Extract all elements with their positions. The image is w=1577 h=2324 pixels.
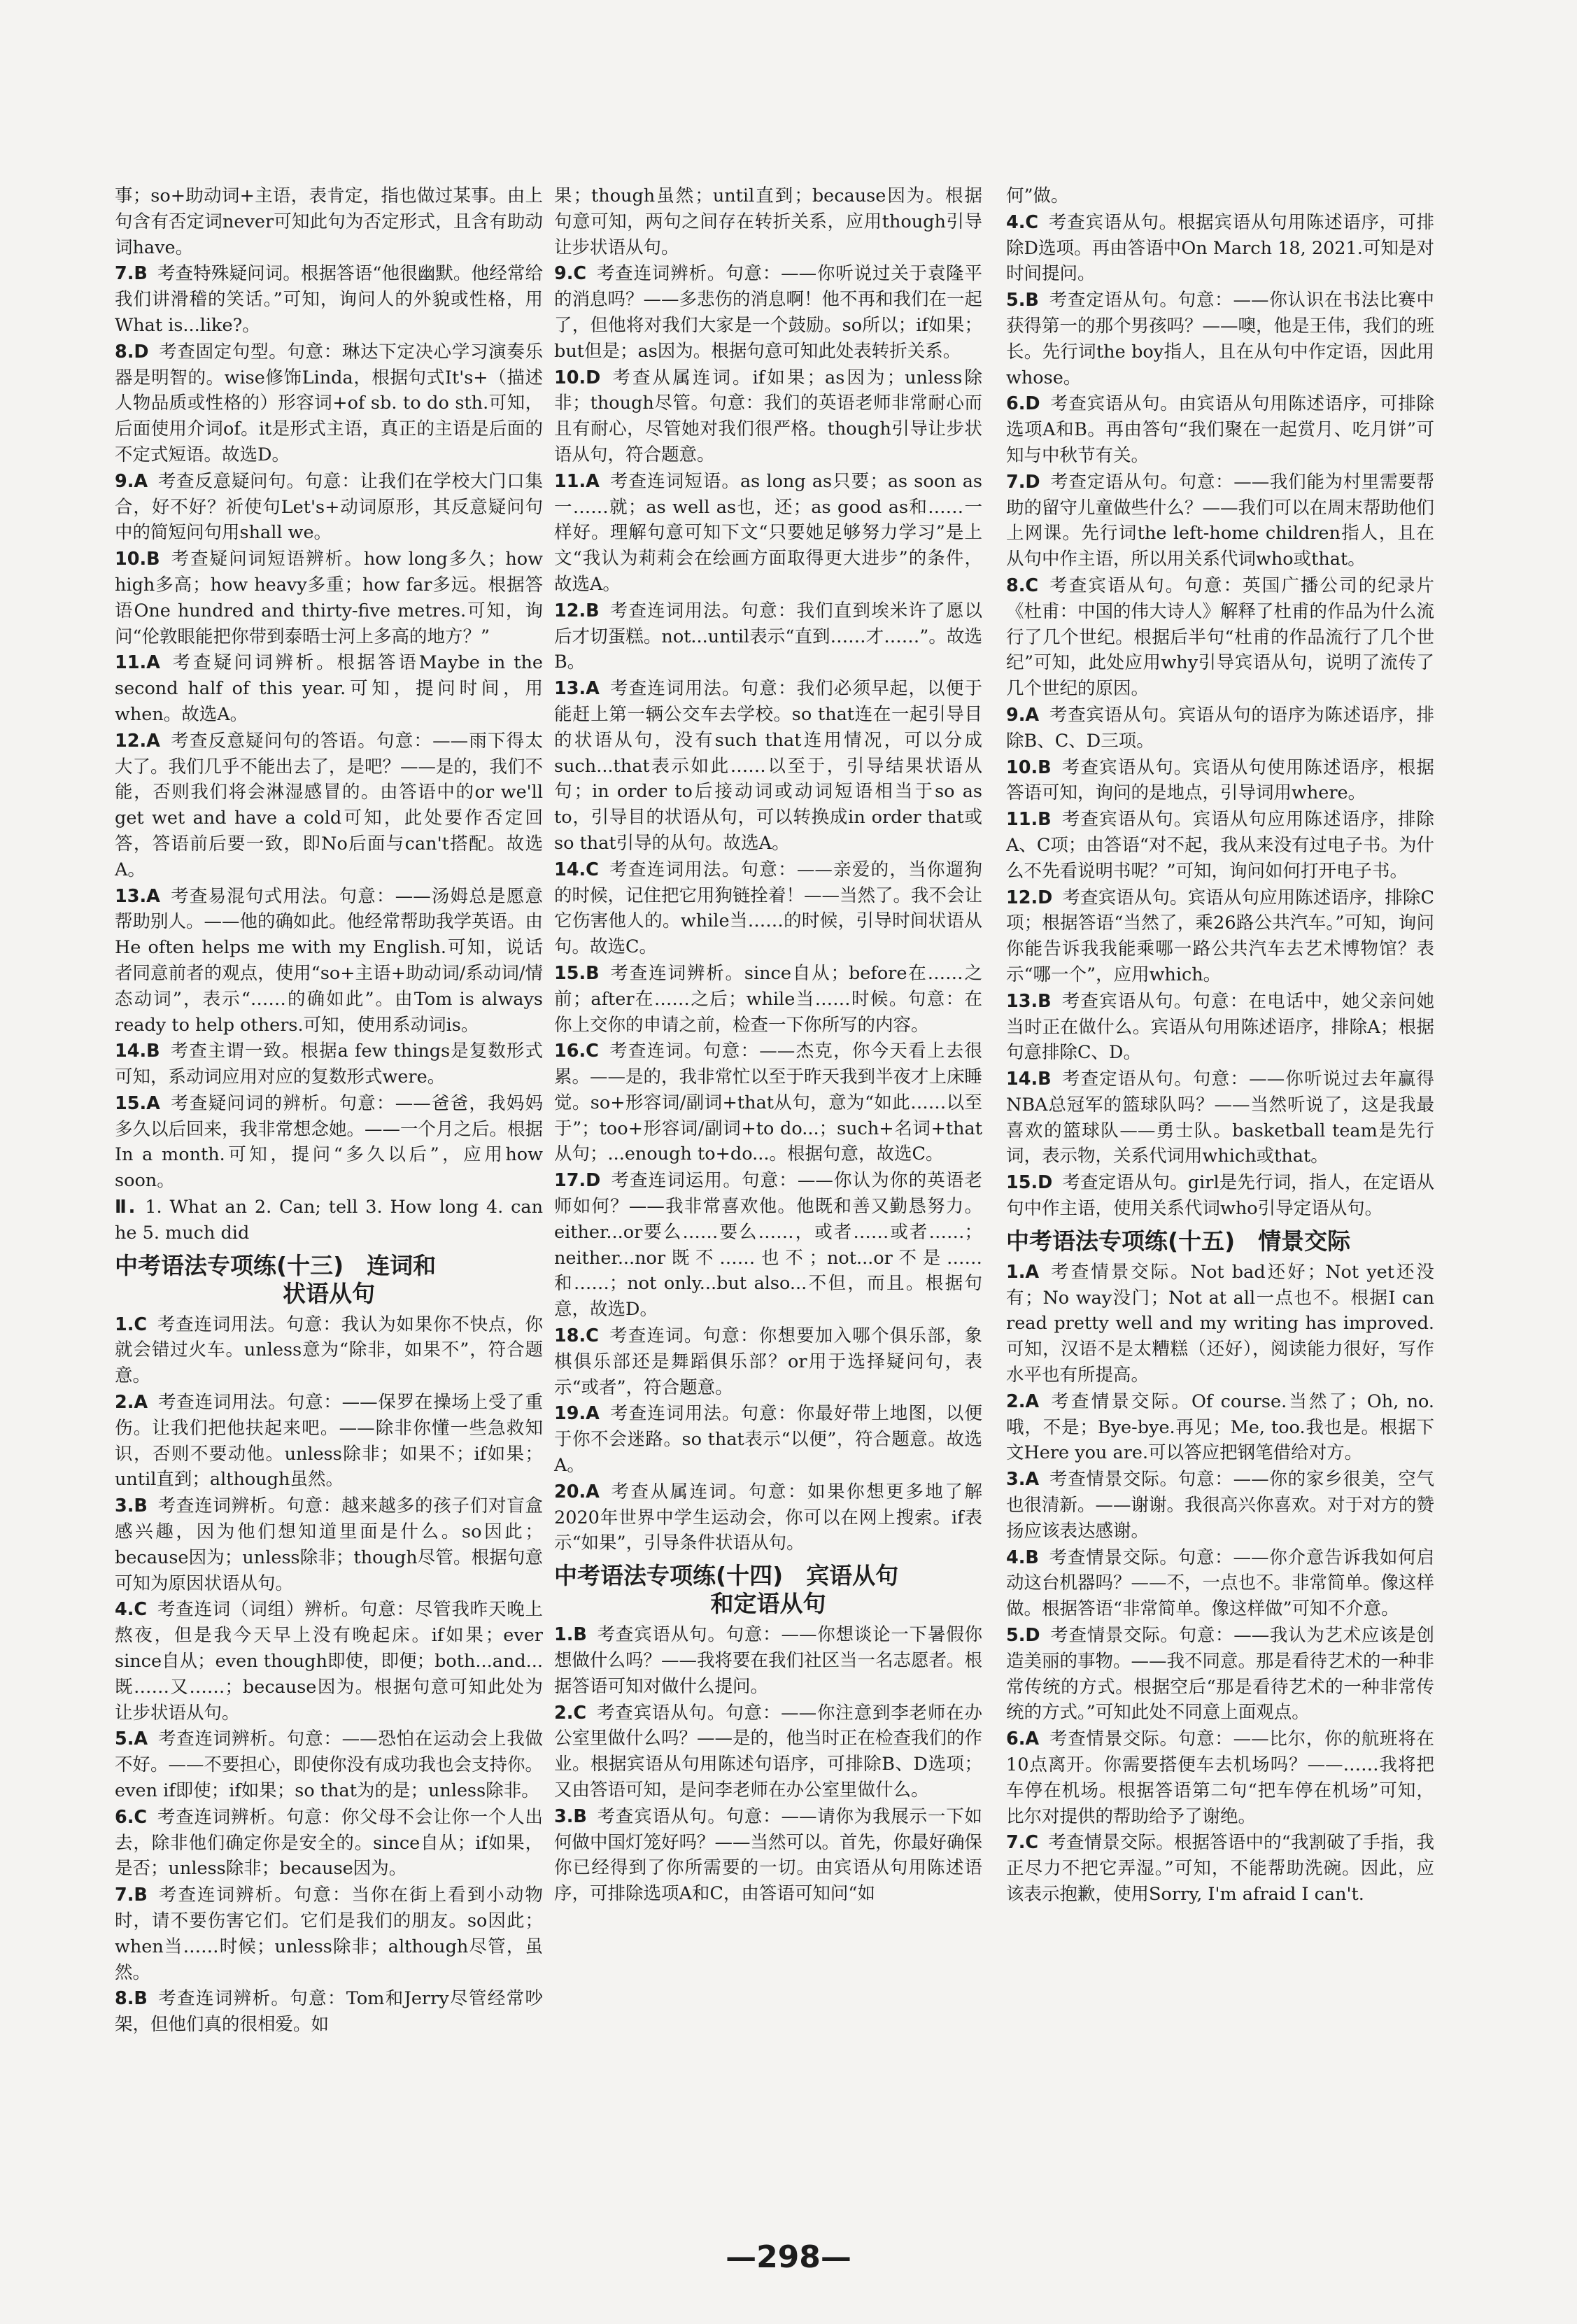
answer-explanation: 考查情景交际。句意：——你介意告诉我如何启动这台机器吗？——不，一点也不。非常简单。像这样做。根据答语“非常简单。像这样做”可知不介意。	[1006, 1547, 1435, 1620]
section-heading-line2: 状语从句	[283, 1279, 375, 1307]
answer-number: 19.A	[554, 1403, 600, 1425]
answer-number: 3.B	[554, 1805, 587, 1827]
answer-item	[115, 1390, 543, 1493]
section-heading	[1006, 1227, 1434, 1255]
answer-item	[1006, 1260, 1434, 1388]
answer-item	[1006, 1726, 1434, 1829]
answer-item	[115, 1882, 543, 1985]
answer-explanation: 考查连词辨析。句意：越来越多的孩子们对盲盒感兴趣，因为他们想知道里面是什么。so因此；because因为；unless除非；though尽管。根据句意可知为原因状语从句。	[115, 1495, 543, 1594]
section-heading-line2: 和定语从句	[710, 1590, 826, 1618]
answer-explanation: 考查连词用法。句意：我认为如果你不快点，你就会错过火车。unless意为“除非，如果不”，符合题意。	[115, 1314, 543, 1387]
answer-number: 11.A	[115, 652, 160, 674]
answer-explanation: 考查连词辨析。句意：Tom和Jerry尽管经常吵架，但他们真的很相爱。如	[115, 1988, 543, 2036]
answer-item	[1006, 1623, 1434, 1726]
answer-item	[554, 1700, 982, 1803]
answer-number: 3.A	[1006, 1469, 1040, 1491]
answer-explanation: 考查定语从句。句意：——你认识在书法比赛中获得第一的那个男孩吗？——噢，他是王伟，我们的班长。先行词the boy指人，且在从句中作定语，因此用whose。	[1006, 290, 1435, 388]
answer-number: 6.C	[115, 1806, 148, 1828]
answer-item	[554, 676, 982, 857]
answer-item	[1006, 885, 1434, 988]
answer-explanation: 考查特殊疑问词。根据答语“他很幽默。他经常给我们讲滑稽的笑话。”可知，询问人的外貌或性格，用What is...like?。	[115, 263, 543, 336]
answer-explanation: 考查宾语从句。宾语从句应用陈述语序，排除A、C项；由答语“对不起，我从来没有过电子书。为什么不先看说明书呢？”可知，询问如何打开电子书。	[1006, 809, 1434, 882]
answer-explanation: 考查情景交际。根据答语中的“我割破了手指，我正尽力不把它弄湿。”可知，不能帮助洗碗。因此，应该表示抱歉，使用Sorry, I'm afraid I can't.	[1006, 1832, 1434, 1905]
answer-item	[115, 547, 543, 649]
answer-number: 4.C	[1006, 211, 1039, 233]
answer-explanation: 考查疑问词的辨析。句意：——爸爸，我妈妈多久以后回来，我非常想念她。——一个月之后。根据In a month.可知，提问“多久以后”，应用how soon。	[115, 1092, 544, 1192]
answer-number: 2.A	[1006, 1390, 1040, 1412]
answer-item	[554, 961, 982, 1038]
answer-explanation: 考查宾语从句。句意：——你想谈论一下暑假你想做什么吗？——我将要在我们社区当一名志愿者。根据答语可知对做什么提问。	[554, 1624, 983, 1697]
answer-number: 6.D	[1006, 393, 1040, 415]
answer-explanation: 考查连词辨析。句意：——恐怕在运动会上我做不好。——不要担心，即使你没有成功我也会支持你。even if即使；if如果；so that为的是；unless除非。	[115, 1728, 544, 1802]
answer-item	[1006, 989, 1434, 1066]
answer-number: 1.C	[115, 1314, 148, 1335]
answer-item	[115, 1726, 543, 1803]
answer-item	[115, 1493, 543, 1596]
answer-explanation: 考查主谓一致。根据a few things是复数形式可知，系动词应用对应的复数形式were。	[115, 1041, 543, 1088]
answer-item	[1006, 1830, 1434, 1907]
answer-item	[1006, 1389, 1434, 1466]
answer-explanation: 考查宾语从句。句意：在电话中，她父亲问她当时正在做什么。宾语从句用陈述语序，排除A；根据句意排除C、D。	[1006, 990, 1434, 1064]
answer-number: 10.B	[115, 549, 160, 570]
answer-item	[115, 1038, 543, 1090]
answer-item	[554, 1479, 982, 1556]
answer-item	[115, 1195, 543, 1246]
answer-number: 18.C	[554, 1325, 599, 1347]
answer-item	[115, 884, 543, 1038]
answer-explanation: 考查连词辨析。句意：——你听说过关于袁隆平的消息吗？——多悲伤的消息啊！他不再和我们在一起了，但他将对我们大家是一个鼓励。so所以；if如果；but但是；as因为。根据句意可知此处表转折关系。	[554, 263, 983, 362]
answer-item	[1006, 755, 1434, 807]
answer-explanation: 考查从属连词。if如果；as因为；unless除非；though尽管。句意：我们的英语老师非常耐心而且有耐心，尽管她对我们很严格。though引导让步状语从句，符合题意。	[554, 367, 982, 465]
answer-explanation: 考查连词。句意：你想要加入哪个俱乐部，象棋俱乐部还是舞蹈俱乐部？or用于选择疑问句，表示“或者”，符合题意。	[554, 1325, 982, 1398]
answer-item	[115, 1805, 543, 1882]
answer-number: 12.A	[115, 730, 160, 752]
answer-number: 1.A	[1006, 1261, 1040, 1283]
column-middle	[554, 183, 982, 1908]
answer-number: 5.B	[1006, 290, 1039, 311]
answer-explanation: 考查宾语从句。宾语从句的语序为陈述语序，排除B、C、D三项。	[1006, 704, 1434, 752]
answer-explanation: 事；so+助动词+主语，表肯定，指也做过某事。由上句含有否定词never可知此句为否定形式，且含有助动词have。	[115, 185, 543, 258]
answer-explanation: 考查定语从句。句意：——你听说过去年赢得NBA总冠军的篮球队吗？——当然听说了，这是我最喜欢的篮球队——勇士队。basketball team是先行词，表示物，关系代词用which或that。	[1006, 1069, 1434, 1167]
answer-number: 12.B	[554, 600, 600, 621]
answer-number: 5.A	[115, 1728, 148, 1750]
answer-item	[554, 1038, 982, 1167]
answer-explanation: 考查宾语从句。由宾语从句用陈述语序，可排除选项A和B。再由答句“我们聚在一起赏月、吃月饼”可知与中秋节有关。	[1006, 393, 1434, 466]
page-number: —298—	[726, 2239, 851, 2275]
answer-number: 7.B	[115, 263, 148, 285]
answer-explanation: 考查情景交际。Not bad还好；Not yet还没有；No way没门；Not at all一点也不。根据I can read pretty well and my writing has improved.可知，汉语不是太糟糕（还好），阅读能力很好，写作水平也有所提高。	[1006, 1261, 1434, 1386]
answer-number: 11.A	[554, 470, 600, 492]
answer-number: 2.C	[554, 1702, 587, 1724]
answer-item	[554, 1323, 982, 1400]
section-heading-line1: 中考语法专项练(十三) 连词和	[115, 1251, 437, 1279]
answer-number: 4.B	[1006, 1547, 1039, 1568]
answer-number: 16.C	[554, 1041, 599, 1062]
answer-item	[554, 857, 982, 960]
answer-explanation: 考查反意疑问句。句意：让我们在学校大门口集合，好不好？祈使句Let's+动词原形，其反意疑问句中的简短问句用shall we。	[115, 470, 543, 544]
answer-explanation: 考查连词（词组）辨析。句意：尽管我昨天晚上熬夜，但是我今天早上没有晚起床。if如果；ever since自从；even though即使，即便；both...and...既……又……；because因为。根据句意可知此处为让步状语从句。	[115, 1599, 543, 1724]
answer-item	[115, 1597, 543, 1726]
answer-item	[115, 1312, 543, 1389]
answer-explanation: 考查连词用法。句意：我们直到埃米许了愿以后才切蛋糕。not...until表示“直到……才……”。故选B。	[554, 600, 982, 673]
answer-item	[1006, 210, 1434, 287]
answer-item	[115, 261, 543, 338]
answer-number: 7.D	[1006, 471, 1040, 493]
answer-number: 14.B	[115, 1041, 160, 1062]
answer-item	[554, 183, 982, 260]
answer-item	[554, 1401, 982, 1478]
column-left	[115, 183, 543, 2038]
answer-number: 10.B	[1006, 756, 1052, 778]
answer-number: Ⅱ.	[115, 1197, 136, 1218]
answer-number: 13.A	[115, 885, 160, 907]
answer-explanation: 考查疑问词短语辨析。how long多久；how high多高；how heavy多重；how far多远。根据答语One hundred and thirty-five metres.可知，询问“伦敦眼能把你带到泰晤士河上多高的地方？”	[115, 549, 543, 647]
answer-item	[115, 1986, 543, 2038]
answer-item	[1006, 1545, 1434, 1622]
answer-item	[115, 339, 543, 468]
answer-number: 8.C	[1006, 575, 1039, 596]
answer-explanation: 考查从属连词。句意：如果你想更多地了解2020年世界中学生运动会，你可以在网上搜索。if表示“如果”，引导条件状语从句。	[554, 1481, 982, 1554]
answer-explanation: 考查连词。句意：——杰克，你今天看上去很累。——是的，我非常忙以至于昨天我到半夜才上床睡觉。so+形容词/副词+that从句，意为“如此……以至于”；too+形容词/副词+to do...；such+名词+that从句；...enough to+do...。根据句意，故选C。	[554, 1041, 983, 1165]
answer-item	[1006, 288, 1434, 390]
answer-number: 13.B	[1006, 990, 1052, 1012]
answer-explanation: 考查宾语从句。根据宾语从句用陈述语序，可排除D选项。再由答语中On March 18, 2021.可知是对时间提问。	[1006, 211, 1434, 285]
answer-number: 14.C	[554, 859, 599, 880]
answer-number: 15.A	[115, 1092, 160, 1114]
answer-item	[1006, 470, 1434, 572]
answer-item	[1006, 1170, 1434, 1222]
section-heading	[554, 1562, 982, 1618]
answer-item	[115, 1091, 543, 1194]
section-heading-line1: 中考语法专项练(十五) 情景交际	[1006, 1227, 1351, 1255]
answer-item	[554, 1622, 982, 1699]
answer-number: 4.C	[115, 1599, 148, 1621]
answer-item	[1006, 183, 1434, 209]
answer-number: 12.D	[1006, 887, 1053, 908]
answer-explanation: 何”做。	[1006, 185, 1069, 206]
answer-number: 15.B	[554, 962, 600, 984]
answer-item	[115, 650, 543, 727]
answer-explanation: 考查连词辨析。句意：你父母不会让你一个人出去，除非他们确定你是安全的。since自从；if如果，是否；unless除非；because因为。	[115, 1806, 543, 1880]
section-heading-line1: 中考语法专项练(十四) 宾语从句	[554, 1562, 899, 1590]
answer-explanation: 考查连词用法。句意：你最好带上地图，以便于你不会迷路。so that表示“以便”，符合题意。故选A。	[554, 1403, 982, 1477]
answer-number: 3.B	[115, 1495, 148, 1517]
answer-explanation: 考查疑问词辨析。根据答语Maybe in the second half of this year.可知，提问时间，用when。故选A。	[115, 652, 543, 725]
answer-item	[1006, 573, 1434, 702]
answer-item	[554, 261, 982, 364]
answer-number: 2.A	[115, 1392, 148, 1414]
answer-item	[554, 469, 982, 598]
answer-number: 6.A	[1006, 1728, 1040, 1750]
answer-explanation: 考查宾语从句。宾语从句应用陈述语序，排除C项；根据答语“当然了，乘26路公共汽车。”可知，询问你能告诉我我能乘哪一路公共汽车去艺术博物馆？表示“哪一个”，应用which。	[1006, 887, 1434, 985]
answer-number: 8.B	[115, 1988, 148, 2010]
answer-number: 7.B	[115, 1885, 148, 1906]
answer-explanation: 考查连词辨析。since自从；before在……之前；after在……之后；while当……时候。句意：在你上交你的申请之前，检查一下你所写的内容。	[554, 962, 982, 1036]
answer-number: 1.B	[554, 1624, 587, 1646]
answer-number: 9.C	[554, 263, 587, 285]
answer-explanation: 考查易混句式用法。句意：——汤姆总是愿意帮助别人。——他的确如此。他经常帮助我学英语。由He often helps me with my English.可知，说话者同意前者的观点，使用“so+主语+助动词/系动词/情态动词”，表示“……的确如此”。由Tom is always ready to help others.可知，使用系动词is。	[115, 885, 544, 1036]
answer-number: 9.A	[115, 470, 148, 492]
answer-explanation: 考查情景交际。Of course.当然了；Oh, no.哦，不是；Bye-bye.再见；Me, too.我也是。根据下文Here you are.可以答应把钢笔借给对方。	[1006, 1390, 1434, 1464]
answer-explanation: 考查情景交际。句意：——你的家乡很美，空气也很清新。——谢谢。我很高兴你喜欢。对于对方的赞扬应该表达感谢。	[1006, 1469, 1435, 1542]
answer-explanation: 考查情景交际。句意：——比尔，你的航班将在10点离开。你需要搭便车去机场吗？——……我将把车停在机场。根据答语第二句“把车停在机场”可知，比尔对提供的帮助给予了谢绝。	[1006, 1728, 1434, 1827]
answer-number: 17.D	[554, 1170, 601, 1192]
answer-number: 15.D	[1006, 1172, 1053, 1194]
answer-explanation: 果；though虽然；until直到；because因为。根据句意可知，两句之间存在转折关系，应用though引导让步状语从句。	[554, 185, 982, 258]
answer-number: 13.A	[554, 678, 600, 700]
answer-number: 8.D	[115, 341, 149, 362]
answer-number: 9.A	[1006, 704, 1040, 726]
answer-explanation: 考查连词运用。句意：——你认为你的英语老师如何？——我非常喜欢他。他既和善又勤恳努力。either...or要么……要么……，或者……或者……；neither...nor既不……也不；not...or不是……和……；not only...but also...不但，而且。根据句意，故选D。	[554, 1170, 982, 1321]
answer-number: 10.D	[554, 367, 601, 388]
answer-number: 20.A	[554, 1481, 600, 1502]
answer-explanation: 考查定语从句。句意：——我们能为村里需要帮助的留守儿童做些什么？——我们可以在周末帮助他们上网课。先行词the left-home children指人，且在从句中作主语，所以用关系代词who或that。	[1006, 471, 1435, 570]
answer-number: 14.B	[1006, 1069, 1052, 1090]
answer-item	[115, 728, 543, 883]
answer-number: 11.B	[1006, 809, 1052, 831]
answer-number: 7.C	[1006, 1832, 1039, 1854]
answer-item	[1006, 807, 1434, 884]
answer-explanation: 考查连词辨析。句意：当你在街上看到小动物时，请不要伤害它们。它们是我们的朋友。so因此；when当……时候；unless除非；although尽管，虽然。	[115, 1885, 543, 1983]
answer-item	[554, 365, 982, 468]
answer-item	[1006, 1467, 1434, 1544]
answer-item	[115, 469, 543, 546]
answer-explanation: 考查连词短语。as long as只要；as soon as一……就；as well as也，还；as good as和……一样好。理解句意可知下文“只要她足够努力学习”是上文“我认为莉莉会在绘画方面取得更大进步”的条件，故选A。	[554, 470, 982, 595]
answer-explanation: 考查连词用法。句意：我们必须早起，以便于能赶上第一辆公交车去学校。so that连在一起引导目的状语从句，没有such that连用情况，可以分成such...that表示如此……以至于，引导结果状语从句；in order to后接动词或动词短语相当于so as to，引导目的状语从句，可以转换成in order that或so that引导的从句。故选A。	[554, 678, 982, 854]
answer-explanation: 考查宾语从句。句意：——你注意到李老师在办公室里做什么吗？——是的，他当时正在检查我们的作业。根据宾语从句用陈述句语序，可排除B、D选项；又由答语可知，是问李老师在办公室里做什么。	[554, 1702, 983, 1801]
column-right	[1006, 183, 1434, 1908]
answer-explanation: 考查宾语从句。句意：英国广播公司的纪录片《杜甫：中国的伟大诗人》解释了杜甫的作品为什么流行了几个世纪。根据后半句“杜甫的作品流行了几个世纪”可知，此处应用why引导宾语从句，说明了流传了几个世纪的原因。	[1006, 575, 1435, 700]
answer-explanation: 考查定语从句。girl是先行词，指人，在定语从句中作主语，使用关系代词who引导定语从句。	[1006, 1172, 1434, 1220]
answer-explanation: 考查连词用法。句意：——亲爱的，当你遛狗的时候，记住把它用狗链拴着！——当然了。我不会让它伤害他人的。while当……的时候，引导时间状语从句。故选C。	[554, 859, 983, 958]
answer-item	[1006, 391, 1434, 468]
answer-explanation: 考查情景交际。句意：——我认为艺术应该是创造美丽的事物。——我不同意。那是看待艺术的一种非常传统的方式。根据空后“那是看待艺术的一种非常传统的方式。”可知此处不同意上面观点。	[1006, 1625, 1435, 1724]
answer-explanation: 考查连词用法。句意：——保罗在操场上受了重伤。让我们把他扶起来吧。——除非你懂一些急救知识，否则不要动他。unless除非；如果不；if如果；until直到；although虽然。	[115, 1392, 543, 1491]
answer-number: 5.D	[1006, 1625, 1040, 1647]
answer-explanation: 考查固定句型。句意：琳达下定决心学习演奏乐器是明智的。wise修饰Linda，根据句式It's+（描述人物品质或性格的）形容词+of sb. to do sth.可知，后面使用介词of。it是形式主语，真正的主语是后面的不定式短语。故选D。	[115, 341, 543, 465]
answer-explanation: 考查宾语从句。句意：——请你为我展示一下如何做中国灯笼好吗？——当然可以。首先，你最好确保你已经得到了你所需要的一切。由宾语从句用陈述语序，可排除选项A和C，由答语可知问“如	[554, 1805, 983, 1905]
section-heading	[115, 1252, 543, 1308]
answer-explanation: 1. What an 2. Can; tell 3. How long 4. can he 5. much did	[115, 1197, 544, 1244]
answer-explanation: 考查宾语从句。宾语从句使用陈述语序，根据答语可知，询问的是地点，引导词用where。	[1006, 756, 1434, 804]
answer-item	[554, 1804, 982, 1907]
answer-item	[1006, 703, 1434, 754]
answer-item	[554, 1168, 982, 1323]
answer-item	[554, 598, 982, 675]
answer-explanation: 考查反意疑问句的答语。句意：——雨下得太大了。我们几乎不能出去了，是吧？——是的，我们不能，否则我们将会淋湿感冒的。由答语中的or we'll get wet and have a cold可知，此处要作否定回答，答语前后要一致，即No后面与can't搭配。故选A。	[115, 730, 544, 880]
answer-item	[115, 183, 543, 260]
answer-item	[1006, 1066, 1434, 1169]
